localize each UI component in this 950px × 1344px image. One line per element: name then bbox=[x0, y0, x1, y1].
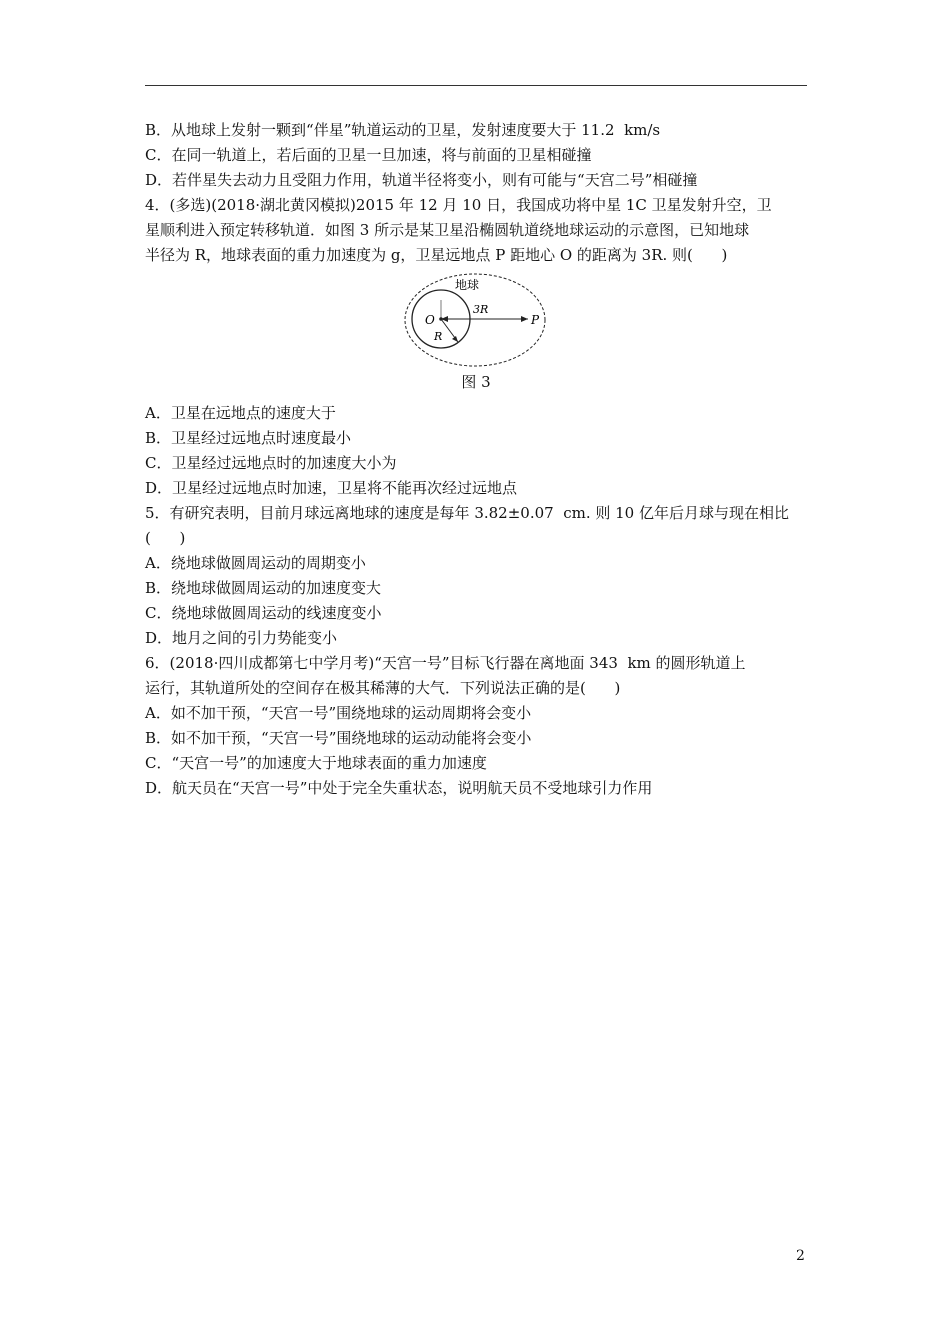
orbit-diagram bbox=[403, 270, 553, 370]
option-line: B．卫星经过远地点时速度最小 bbox=[145, 429, 352, 447]
option-line: B．如不加干预，“天宫一号”围绕地球的运动动能将会变小 bbox=[145, 729, 532, 747]
text-line: D．若伴星失去动力且受阻力作用，轨道半径将变小，则有可能与“天宫二号”相碰撞 bbox=[145, 171, 698, 189]
orbit-figure bbox=[145, 270, 807, 370]
distance-label: 3R bbox=[473, 303, 489, 316]
figure-caption: 图 3 bbox=[461, 373, 491, 391]
option-line: D．地月之间的引力势能变小 bbox=[145, 629, 338, 647]
page-number: 2 bbox=[796, 1248, 805, 1264]
question-6-line: 6．(2018·四川成都第七中学月考)“天宫一号”目标飞行器在离地面 343 km 的圆形轨道上 bbox=[145, 654, 746, 672]
option-line: C．卫星经过远地点时的加速度大小为 bbox=[145, 454, 397, 472]
document-body bbox=[145, 118, 807, 801]
option-line: A．绕地球做圆周运动的周期变小 bbox=[145, 554, 366, 572]
text-line: 运行，其轨道所处的空间存在极其稀薄的大气．下列说法正确的是( ) bbox=[145, 679, 621, 697]
text-line: B．从地球上发射一颗到“伴星”轨道运动的卫星，发射速度要大于 11.2 km/s bbox=[145, 121, 661, 139]
point-label: P bbox=[531, 313, 540, 327]
question-4-line: 4．(多选)(2018·湖北黄冈模拟)2015 年 12 月 10 日，我国成功将中星 1C 卫星发射升空，卫 bbox=[145, 196, 772, 214]
text-line: ( ) bbox=[145, 529, 186, 547]
text-line: C．在同一轨道上，若后面的卫星一旦加速，将与前面的卫星相碰撞 bbox=[145, 146, 592, 164]
option-line: D．航天员在“天宫一号”中处于完全失重状态，说明航天员不受地球引力作用 bbox=[145, 779, 653, 797]
question-5-line: 5．有研究表明，目前月球远离地球的速度是每年 3.82±0.07 cm. 则 10 亿年后月球与现在相比 bbox=[145, 504, 789, 522]
header-rule bbox=[145, 85, 807, 86]
option-line: A．如不加干预，“天宫一号”围绕地球的运动周期将会变小 bbox=[145, 704, 532, 722]
option-line: A．卫星在远地点的速度大于 bbox=[145, 404, 336, 422]
earth-label: 地球 bbox=[455, 278, 480, 292]
option-line: D．卫星经过远地点时加速，卫星将不能再次经过远地点 bbox=[145, 479, 518, 497]
text-line: 星顺利进入预定转移轨道．如图 3 所示是某卫星沿椭圆轨道绕地球运动的示意图，已知地球 bbox=[145, 221, 750, 239]
distance-arrow-right bbox=[521, 316, 528, 322]
center-label: O bbox=[425, 313, 435, 327]
option-line: B．绕地球做圆周运动的加速度变大 bbox=[145, 579, 382, 597]
text-line: 半径为 R，地球表面的重力加速度为 g，卫星远地点 P 距地心 O 的距离为 3R. 则( ) bbox=[145, 246, 728, 264]
option-line: C．“天宫一号”的加速度大于地球表面的重力加速度 bbox=[145, 754, 487, 772]
radius-label: R bbox=[434, 330, 443, 343]
option-line: C．绕地球做圆周运动的线速度变小 bbox=[145, 604, 382, 622]
